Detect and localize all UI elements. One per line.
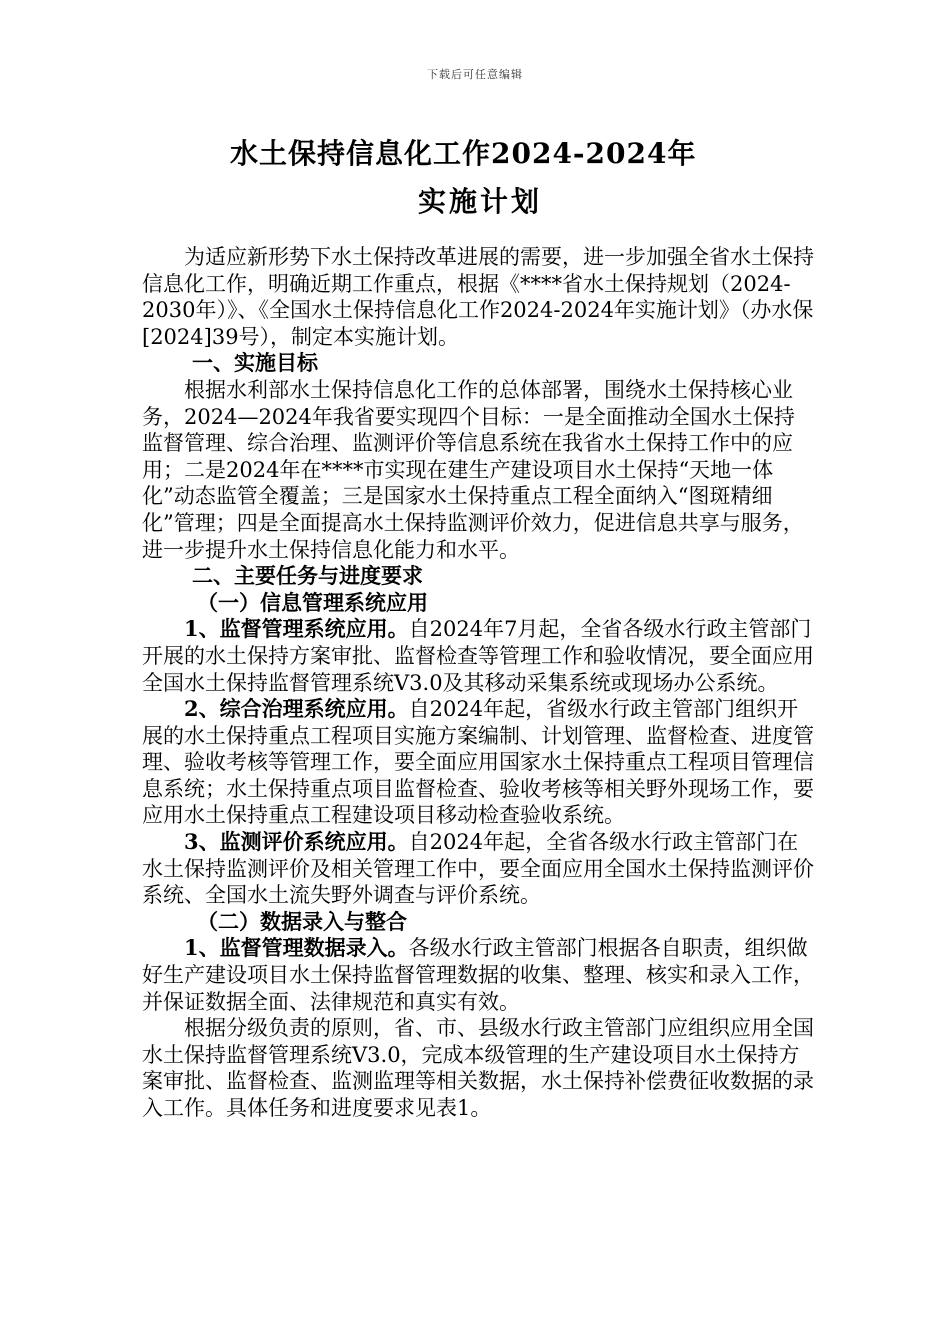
document-body	[142, 244, 814, 1122]
section-heading-goals: 一、实施目标	[192, 350, 318, 376]
item-paragraph-supervision-system	[142, 616, 814, 696]
item-lead: 1、监督管理系统应用。	[184, 616, 409, 642]
item-paragraph-monitoring-system	[142, 829, 814, 909]
item-text: 自2024年起，全省各级水行政主管部门在水土保持监测评价及相关管理工作中，要全面应用全国水土保持监测评价系统、全国水土流失野外调查与评价系统。	[142, 830, 814, 908]
item-text: 各级水行政主管部门根据各自职责，组织做好生产建设项目水土保持监督管理数据的收集、整理、核实和录入工作，并保证数据全面、法律规范和真实有效。	[142, 936, 814, 1014]
subsection-heading-systems: （一）信息管理系统应用	[197, 589, 428, 615]
item-lead: 3、监测评价系统应用。	[184, 829, 409, 855]
item-lead: 2、综合治理系统应用。	[184, 696, 409, 722]
closing-paragraph: 根据分级负责的原则，省、市、县级水行政主管部门应组织应用全国水土保持监督管理系统V3.0，完成本级管理的生产建设项目水土保持方案审批、监督检查、监测监理等相关数据，水土保持补偿费征收数据的录入工作。具体任务和进度要求见表1。	[142, 1016, 814, 1120]
item-text: 自2024年起，省级水行政主管部门组织开展的水土保持重点工程项目实施方案编制、计划管理、监督检查、进度管理、验收考核等管理工作，要全面应用国家水土保持重点工程项目管理信息系统；水土保持重点项目监督检查、验收考核等相关野外现场工作，要应用水土保持重点工程建设项目移动检查验收系统。	[142, 697, 814, 828]
section-heading-tasks: 二、主要任务与进度要求	[192, 563, 423, 589]
goals-paragraph: 根据水利部水土保持信息化工作的总体部署，围绕水土保持核心业务，2024—2024年我省要实现四个目标：一是全面推动全国水土保持监督管理、综合治理、监测评价等信息系统在我省水土保持工作中的应用；二是2024年在****市实现在建生产建设项目水土保持“天地一体化”动态监管全覆盖；三是国家水土保持重点工程全面纳入“图斑精细化”管理；四是全面提高水土保持监测评价效力，促进信息共享与服务，进一步提升水土保持信息化能力和水平。	[142, 377, 804, 562]
header-note: 下载后可任意编辑	[427, 68, 523, 81]
item-paragraph-data-entry	[142, 935, 814, 1015]
item-lead: 1、监督管理数据录入。	[184, 935, 409, 961]
item-text: 自2024年7月起，全省各级水行政主管部门开展的水土保持方案审批、监督检查等管理工作和验收情况，要全面应用全国水土保持监督管理系统V3.0及其移动采集系统或现场办公系统。	[142, 617, 814, 695]
intro-paragraph: 为适应新形势下水土保持改革进展的需要，进一步加强全省水土保持信息化工作，明确近期工作重点，根据《****省水土保持规划（2024-2030年）》、《全国水土保持信息化工作2024-2024年实施计划》（办水保[2024]39号），制定本实施计划。	[142, 245, 814, 349]
item-paragraph-governance-system	[142, 696, 814, 829]
subsection-heading-data: （二）数据录入与整合	[197, 908, 407, 934]
document-title-line1: 水土保持信息化工作2024-2024年	[230, 137, 697, 170]
document-title-line2: 实施计划	[418, 185, 543, 218]
